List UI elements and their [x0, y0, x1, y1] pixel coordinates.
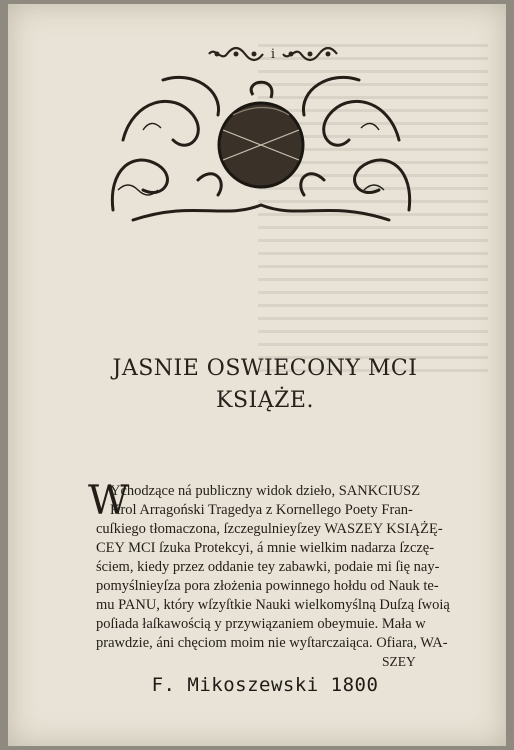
owner-stamp: F. Mikoszewski 1800 — [151, 674, 379, 696]
body-line: Krol Arragoński Tragedya z Kornellego Poety Fran- — [110, 502, 413, 518]
flourish-left-icon — [207, 46, 265, 62]
body-line: CEY MCI ſzuka Protekcyi, á mnie wielkim nadarza ſzczę- — [96, 540, 435, 556]
body-line: prawdzie, áni chęciom moim nie wyſtarczaiąca. Ofiara, WA- — [96, 635, 448, 651]
body-line: pomyślnieyſza pora złożenia powinnego hołdu od Nauk te- — [96, 578, 439, 594]
drop-cap: W — [88, 478, 130, 524]
document-page — [8, 4, 506, 746]
header-ornament — [198, 44, 348, 64]
page-title-line-2: KSIĄŻE. — [216, 388, 314, 413]
body-line: mu PANU, który wſzyſtkie Nauki wielkomyślną Duſzą ſwoią — [96, 597, 450, 613]
engraved-vignette-icon — [103, 70, 419, 226]
page-number: i — [270, 46, 276, 62]
flourish-right-icon — [281, 46, 339, 62]
catchword: SZEY — [382, 654, 416, 669]
body-line: poſiada łaſkawością y przywiązaniem obeymuie. Mała w — [96, 616, 426, 632]
body-line: ściem, kiedy przez oddanie tey zabawki, podaie mi ſię nay- — [96, 559, 440, 575]
body-line: Ychodzące ná publiczny widok dzieło, SANKCIUSZ — [110, 483, 421, 499]
body-line: cuſkiego tłomaczona, ſzczegulnieyſzey WASZEY KSIĄŻĘ- — [96, 521, 443, 537]
page-title: JASNIE OSWIECONY MCI — [112, 356, 418, 381]
